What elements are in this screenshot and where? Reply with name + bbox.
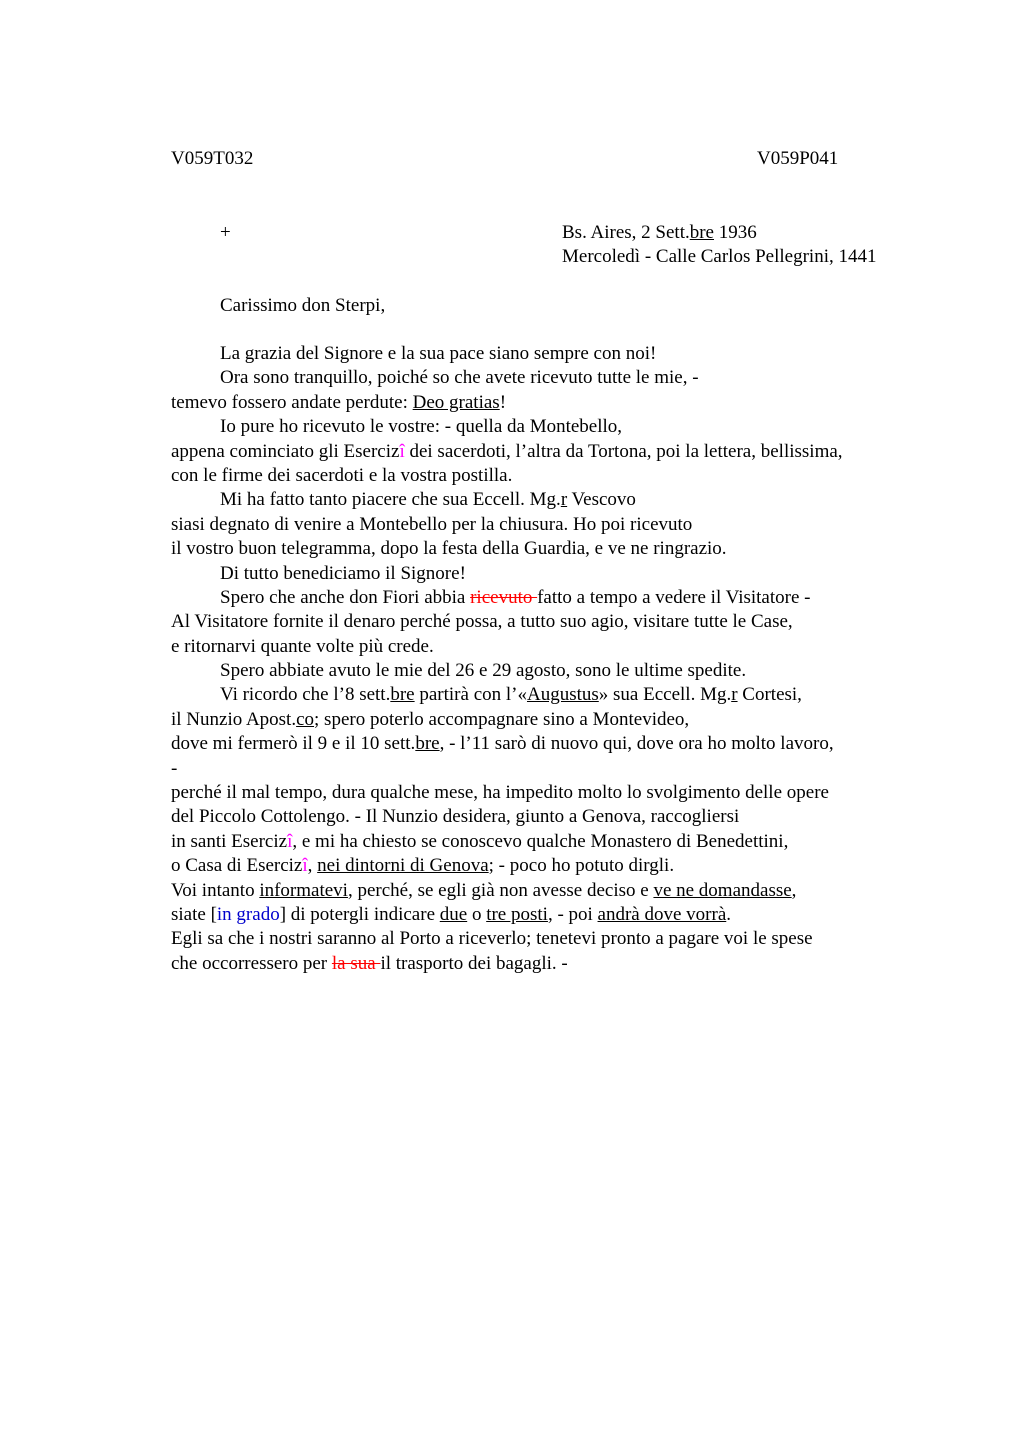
body-line: Al Visitatore fornite il denaro perché possa, a tutto suo agio, visitare tutte le Case, — [171, 611, 793, 633]
body-line: perché il mal tempo, dura qualche mese, ha impedito molto lo svolgimento delle opere — [171, 782, 829, 804]
body-line: Io pure ho ricevuto le vostre: - quella da Montebello, — [220, 416, 623, 438]
salutation: Carissimo don Sterpi, — [220, 295, 386, 316]
body-line: in santi Esercizî, e mi ha chiesto se conoscevo qualche Monastero di Benedettini, — [171, 830, 789, 852]
letter-body — [171, 342, 931, 976]
place-date-block — [562, 221, 876, 270]
body-line: appena cominciato gli Esercizî dei sacerdoti, l’altra da Tortona, poi la lettera, bellissima, — [171, 440, 843, 462]
body-line: con le firme dei sacerdoti e la vostra postilla. — [171, 464, 513, 486]
document-code-left: V059T032 — [171, 148, 254, 169]
body-line: il Nunzio Apost.co; spero poterlo accompagnare sino a Montevideo, — [171, 708, 690, 730]
address-line: Mercoledì - Calle Carlos Pellegrini, 1441 — [562, 246, 877, 268]
body-line: temevo fossero andate perdute: Deo gratias! — [171, 391, 507, 413]
body-line: Di tutto benediciamo il Signore! — [220, 562, 466, 584]
inserted-text: in grado — [216, 903, 280, 925]
body-line: siate [in grado] di potergli indicare due o tre posti, - poi andrà dove vorrà. — [171, 903, 732, 925]
body-line: - — [171, 757, 178, 779]
body-line: e ritornarvi quante volte più crede. — [171, 635, 434, 657]
body-line: La grazia del Signore e la sua pace siano sempre con noi! — [220, 343, 657, 364]
body-line: dove mi fermerò il 9 e il 10 sett.bre, - l’11 sarò di nuovo qui, dove ora ho molto lavoro, — [171, 733, 834, 755]
body-line: Spero che anche don Fiori abbia ricevuto fatto a tempo a vedere il Visitatore - — [220, 586, 811, 608]
body-line: o Casa di Esercizî, nei dintorni di Genova; - poco ho potuto dirgli. — [171, 855, 675, 877]
body-line: Ora sono tranquillo, poiché so che avete ricevuto tutte le mie, - — [220, 367, 699, 389]
deleted-text: ricevuto — [470, 586, 538, 608]
cross-symbol: + — [220, 222, 231, 243]
body-line: che occorressero per la sua il trasporto dei bagagli. - — [171, 952, 568, 974]
body-line: il vostro buon telegramma, dopo la festa della Guardia, e ve ne ringrazio. — [171, 538, 727, 560]
document-code-right: V059P041 — [757, 148, 839, 169]
place-date-line: Bs. Aires, 2 Sett.bre 1936 — [562, 222, 757, 243]
body-line: del Piccolo Cottolengo. - Il Nunzio desidera, giunto a Genova, raccogliersi — [171, 806, 740, 828]
body-line: Spero abbiate avuto le mie del 26 e 29 agosto, sono le ultime spedite. — [220, 660, 747, 682]
body-line: siasi degnato di venire a Montebello per la chiusura. Ho poi ricevuto — [171, 513, 693, 535]
deleted-text: la sua — [331, 952, 381, 974]
body-line: Mi ha fatto tanto piacere che sua Eccell. Mg.r Vescovo — [220, 489, 636, 511]
body-line: Egli sa che i nostri saranno al Porto a riceverlo; tenetevi pronto a pagare voi le spese — [171, 928, 813, 950]
body-line: Voi intanto informatevi, perché, se egli già non avesse deciso e ve ne domandasse, — [171, 879, 797, 901]
body-line: Vi ricordo che l’8 sett.bre partirà con l’«Augustus» sua Eccell. Mg.r Cortesi, — [220, 684, 802, 706]
